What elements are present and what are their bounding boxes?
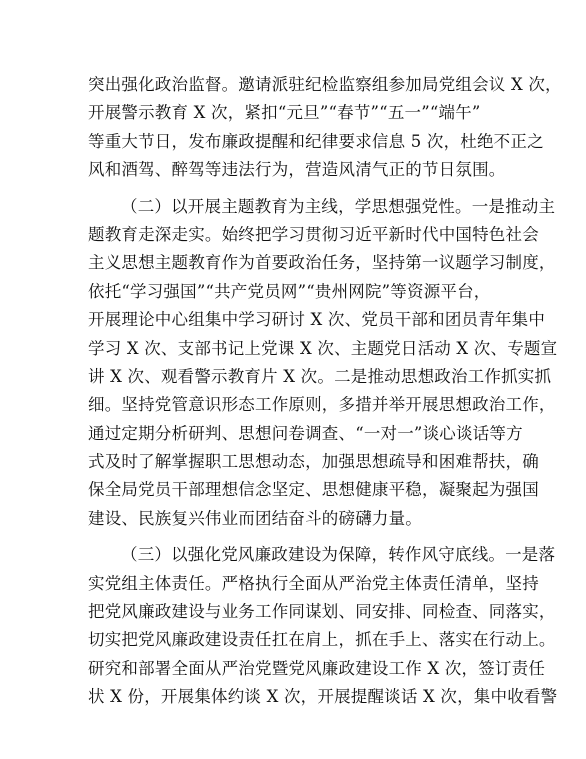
text-line: 突出强化政治监督。邀请派驻纪检监察组参加局党组会议 X 次，	[88, 75, 562, 94]
paragraph-1	[88, 71, 562, 185]
text-line: 题教育走深走实。始终把学习贯彻习近平新时代中国特色社会	[88, 224, 539, 244]
text-line: 风和酒驾、醉驾等违法行为，营造风清气正的节日氛围。	[88, 160, 506, 180]
text-line: 学习 X 次、支部书记上党课 X 次、主题党日活动 X 次、专题宣	[88, 338, 558, 358]
document-page	[88, 71, 562, 712]
section-heading-line: （三）以强化党风廉政建设为保障，转作风守底线。一是落	[121, 545, 556, 565]
text-line: 依托“学习强国”“共产党员网”“贵州网院”等资源平台，	[88, 281, 491, 301]
paragraph-3	[88, 541, 558, 711]
text-line: 切实把党风廉政建设责任扛在肩上，抓在手上、落实在行动上。	[88, 630, 556, 650]
text-line: 建设、民族复兴伟业而团结奋斗的磅礴力量。	[88, 508, 422, 528]
text-line: 研究和部署全面从严治党暨党风廉政建设工作 X 次，签订责任	[88, 658, 546, 678]
paragraph-2	[88, 193, 558, 534]
text-line: 开展理论中心组集中学习研讨 X 次、党员干部和团员青年集中	[88, 310, 546, 330]
text-line: 开展警示教育 X 次，紧扣“元旦”“春节”“五一”“端午”	[88, 103, 481, 123]
text-line: 保全局党员干部理想信念坚定、思想健康平稳，凝聚起为强国	[88, 480, 539, 500]
text-line: 等重大节日，发布廉政提醒和纪律要求信息 5 次，杜绝不正之	[88, 131, 544, 151]
text-line: 主义思想主题教育作为首要政治任务，坚持第一议题学习制度，	[88, 253, 556, 273]
text-line: 把党风廉政建设与业务工作同谋划、同安排、同检查、同落实，	[88, 602, 556, 622]
text-line: 式及时了解掌握职工思想动态，加强思想疏导和困难帮扶，确	[88, 452, 539, 472]
text-line: 实党组主体责任。严格执行全面从严治党主体责任清单，坚持	[88, 573, 539, 593]
text-line: 状 X 份，开展集体约谈 X 次，开展提醒谈话 X 次，集中收看警	[88, 687, 558, 707]
text-line: 讲 X 次、观看警示教育片 X 次。二是推动思想政治工作抓实抓	[88, 366, 552, 386]
section-heading-line: （二）以开展主题教育为主线，学思想强党性。一是推动主	[121, 196, 556, 216]
text-line: 通过定期分析研判、思想问卷调查、“一对一”谈心谈话等方	[88, 423, 523, 443]
text-line: 细。坚持党管意识形态工作原则，多措并举开展思想政治工作，	[88, 395, 556, 415]
